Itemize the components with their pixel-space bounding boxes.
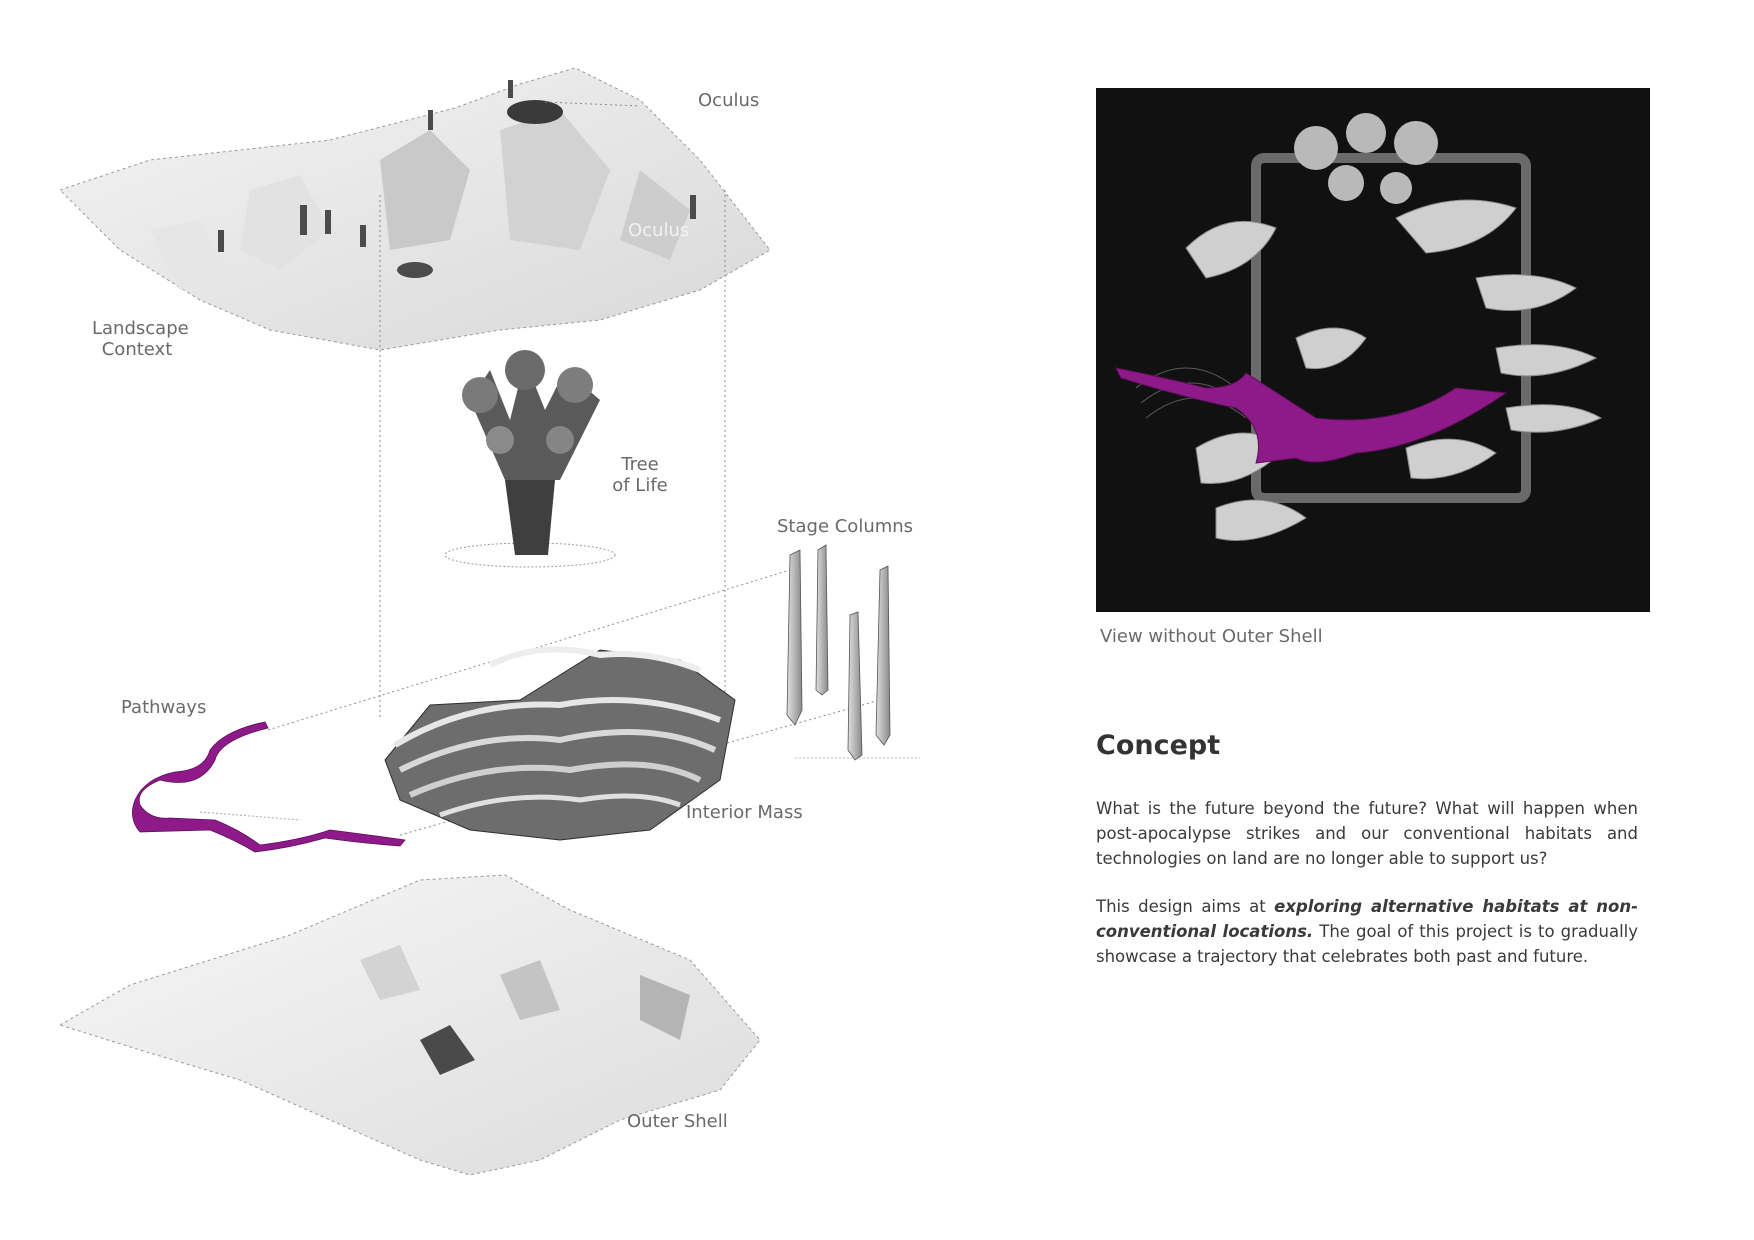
render-view-without-outer-shell <box>1096 88 1650 612</box>
label-pathways: Pathways <box>121 697 207 718</box>
label-landscape-line2: Context <box>101 339 173 360</box>
render-image <box>1096 88 1650 612</box>
concept-paragraph-2 <box>1096 894 1638 969</box>
label-landscape-line1: Landscape <box>92 318 189 339</box>
label-tree-line1: Tree <box>621 454 659 475</box>
label-interior-mass: Interior Mass <box>686 802 803 823</box>
label-tree-line2: of Life <box>612 475 668 496</box>
label-oculus-top: Oculus <box>698 90 760 111</box>
stage-columns <box>787 545 920 760</box>
tree-of-life <box>445 350 615 567</box>
label-outer-shell: Outer Shell <box>627 1111 728 1132</box>
concept-body <box>1096 796 1638 992</box>
pathways <box>132 722 405 852</box>
concept-paragraph-1: What is the future beyond the future? What will happen when post-apocalypse strikes and our conventional habitats and technologies on land are no longer able to support us? <box>1096 799 1638 868</box>
concept-p2-emphasis: exploring alternative habitats at non-conventional locations. <box>1096 897 1638 941</box>
label-landscape-context <box>92 318 189 360</box>
landscape-terrain <box>60 68 770 350</box>
interior-mass <box>385 649 735 840</box>
label-stage-columns: Stage Columns <box>777 516 914 537</box>
concept-p2-before: This design aims at <box>1096 897 1275 916</box>
label-tree-of-life <box>605 454 675 496</box>
concept-title: Concept <box>1096 730 1221 761</box>
render-caption: View without Outer Shell <box>1100 626 1323 647</box>
label-oculus-inner: Oculus <box>628 220 690 241</box>
concept-p2-after: The goal of this project is to gradually showcase a trajectory that celebrates both past and future. <box>1096 922 1639 966</box>
